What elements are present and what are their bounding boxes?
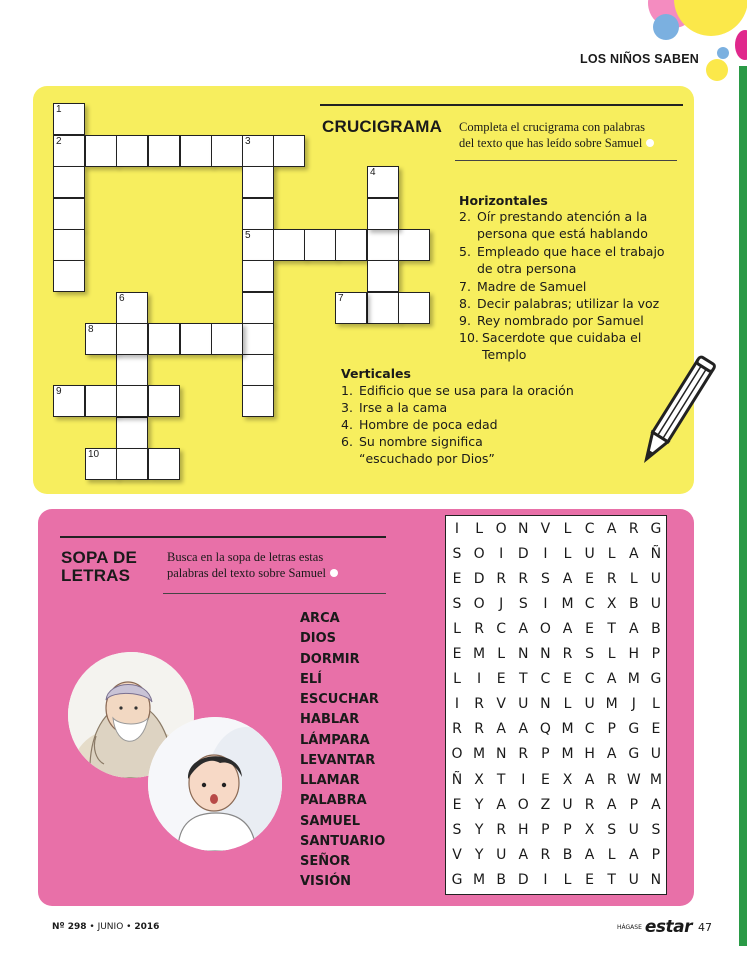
grid-letter[interactable]: M	[561, 746, 574, 763]
grid-letter[interactable]: S	[540, 571, 550, 588]
grid-letter[interactable]: U	[650, 571, 662, 588]
grid-letter[interactable]: V	[540, 521, 551, 537]
grid-letter[interactable]: B	[496, 871, 506, 888]
crossword-cell[interactable]	[116, 135, 148, 167]
grid-letter[interactable]: C	[540, 671, 551, 688]
clue-number: 8	[88, 324, 94, 335]
clue-horizontal: 7. Madre de Samuel	[459, 279, 587, 294]
wordsearch-grid	[445, 515, 667, 895]
grid-letter[interactable]: C	[496, 621, 507, 638]
grid-letter[interactable]: O	[495, 521, 507, 537]
grid-letter[interactable]: M	[473, 646, 486, 663]
clue-number: 1	[56, 104, 62, 115]
grid-letter[interactable]: R	[518, 746, 529, 763]
grid-letter[interactable]: N	[495, 746, 507, 763]
grid-letter[interactable]: J	[499, 596, 504, 613]
grid-letter[interactable]: A	[584, 846, 595, 863]
crossword-instructions: Completa el crucigrama con palabras del texto que has leído sobre Samuel	[459, 119, 679, 151]
crossword-intro-rule	[455, 160, 677, 161]
grid-letter[interactable]: U	[628, 821, 639, 838]
wordsearch-instructions: Busca en la sopa de letras estas palabras del texto sobre Samuel	[167, 549, 387, 581]
crossword-cell[interactable]	[304, 229, 336, 261]
word-list-item: HABLAR	[300, 712, 360, 727]
grid-letter[interactable]: Z	[540, 796, 551, 813]
decorative-dot-small-yellow	[706, 59, 728, 81]
samuel-illustration	[148, 717, 282, 851]
crossword-cell[interactable]	[53, 166, 85, 198]
crossword-cell[interactable]	[367, 292, 399, 324]
grid-letter[interactable]: M	[627, 671, 640, 688]
grid-letter[interactable]: S	[585, 646, 595, 663]
clue-horizontal: 2. Oír prestando atención a la persona que está hablando	[459, 209, 648, 241]
crossword-cell[interactable]	[85, 323, 117, 355]
page-edge-stripe	[739, 66, 747, 946]
grid-letter[interactable]: C	[584, 671, 595, 688]
clue-horizontal: 9. Rey nombrado por Samuel	[459, 313, 644, 328]
crossword-cell[interactable]	[367, 260, 399, 292]
word-list-item: LLAMAR	[300, 773, 360, 788]
grid-letter[interactable]: R	[606, 571, 617, 588]
grid-letter[interactable]: X	[584, 821, 595, 838]
grid-letter[interactable]: I	[543, 871, 548, 888]
grid-letter[interactable]: M	[605, 696, 618, 713]
grid-letter[interactable]: U	[496, 846, 507, 863]
grid-letter[interactable]: N	[518, 521, 529, 537]
clue-horizontal: 10. Sacerdote que cuidaba el Templo	[459, 330, 642, 362]
word-list-item: ARCA	[300, 611, 340, 626]
grid-letter[interactable]: T	[519, 671, 528, 688]
grid-letter[interactable]: L	[563, 696, 572, 713]
grid-letter[interactable]: L	[563, 521, 572, 537]
crossword-cell[interactable]	[85, 135, 117, 167]
crossword-cell[interactable]	[242, 166, 274, 198]
crossword-cell[interactable]	[273, 135, 305, 167]
grid-letter[interactable]: U	[650, 746, 662, 763]
grid-letter[interactable]: S	[452, 546, 462, 563]
grid-letter[interactable]: S	[452, 596, 462, 613]
crossword-cell[interactable]	[53, 198, 85, 230]
crossword-cell[interactable]	[148, 323, 180, 355]
decorative-dot-magenta	[735, 30, 747, 60]
clue-number: 2	[56, 136, 62, 147]
grid-letter[interactable]: N	[650, 871, 662, 888]
grid-letter[interactable]: X	[606, 596, 617, 613]
crossword-cell[interactable]	[242, 198, 274, 230]
crossword-cell[interactable]	[148, 135, 180, 167]
grid-letter[interactable]: L	[607, 646, 616, 663]
grid-letter[interactable]: L	[629, 571, 638, 588]
grid-letter[interactable]: R	[452, 721, 462, 738]
grid-letter[interactable]: Y	[474, 846, 484, 863]
grid-letter[interactable]: R	[474, 721, 484, 738]
pencil-icon	[628, 354, 720, 476]
grid-letter[interactable]: B	[651, 621, 661, 638]
grid-letter[interactable]: E	[563, 671, 572, 688]
clue-number: 3	[245, 136, 251, 147]
horizontales-heading: Horizontales	[459, 193, 548, 208]
grid-letter[interactable]: N	[540, 646, 551, 663]
decorative-dot-yellow	[674, 0, 747, 36]
grid-letter[interactable]: I	[499, 546, 504, 563]
grid-letter[interactable]: R	[474, 696, 484, 713]
grid-letter[interactable]: C	[584, 521, 595, 537]
grid-letter[interactable]: N	[518, 646, 529, 663]
grid-letter[interactable]: L	[453, 621, 461, 638]
grid-letter[interactable]: G	[628, 746, 640, 763]
grid-letter[interactable]: P	[541, 821, 550, 838]
grid-letter[interactable]: A	[496, 721, 506, 738]
crossword-cell[interactable]	[148, 385, 180, 417]
grid-letter[interactable]: E	[452, 571, 462, 588]
word-list-item: ELÍ	[300, 672, 323, 687]
grid-letter[interactable]: D	[517, 546, 529, 563]
crossword-cell[interactable]	[116, 385, 148, 417]
grid-letter[interactable]: M	[649, 771, 662, 788]
grid-letter[interactable]: E	[585, 571, 595, 588]
decorative-dot-blue	[653, 14, 679, 40]
grid-letter[interactable]: O	[517, 796, 529, 813]
grid-letter[interactable]: H	[584, 746, 595, 763]
grid-letter[interactable]: E	[651, 721, 661, 738]
grid-letter[interactable]: I	[477, 671, 482, 688]
grid-letter[interactable]: P	[541, 746, 550, 763]
grid-letter[interactable]: U	[650, 596, 662, 613]
crossword-cell[interactable]	[367, 198, 399, 230]
grid-letter[interactable]: I	[454, 521, 460, 537]
grid-letter[interactable]: L	[651, 696, 660, 713]
grid-letter[interactable]: E	[452, 646, 462, 663]
grid-letter[interactable]: A	[651, 796, 661, 813]
grid-letter[interactable]: R	[496, 821, 507, 838]
grid-letter[interactable]: B	[628, 596, 639, 613]
grid-letter[interactable]: L	[563, 871, 572, 888]
grid-letter[interactable]: A	[496, 796, 506, 813]
grid-letter[interactable]: S	[518, 596, 528, 613]
grid-letter[interactable]: E	[585, 621, 595, 638]
grid-letter[interactable]: S	[452, 821, 462, 838]
crossword-cell[interactable]	[242, 229, 274, 261]
grid-letter[interactable]: U	[584, 696, 595, 713]
crossword-cell[interactable]	[242, 323, 274, 355]
grid-letter[interactable]: M	[561, 721, 574, 738]
grid-letter[interactable]: E	[585, 871, 595, 888]
word-list-item: SEÑOR	[300, 854, 351, 869]
grid-letter[interactable]: L	[563, 546, 572, 563]
clue-number: 5	[245, 230, 251, 241]
grid-letter[interactable]: C	[584, 721, 595, 738]
clue-number: 4	[370, 167, 376, 178]
grid-letter[interactable]: E	[540, 771, 550, 788]
grid-letter[interactable]: A	[629, 621, 639, 638]
grid-letter[interactable]: R	[606, 771, 617, 788]
wordsearch-title-rule	[60, 536, 386, 538]
grid-letter[interactable]: S	[607, 821, 617, 838]
grid-letter[interactable]: D	[517, 871, 529, 888]
clue-vertical: 6. Su nombre significa “escuchado por Dios”	[341, 434, 495, 466]
clue-horizontal: 5. Empleado que hace el trabajo de otra persona	[459, 244, 665, 276]
wordsearch-title: SOPA DE LETRAS	[61, 548, 138, 585]
grid-letter[interactable]: A	[606, 521, 617, 537]
word-list-item: SAMUEL	[300, 814, 361, 829]
grid-letter[interactable]: U	[628, 871, 639, 888]
grid-letter[interactable]: A	[606, 746, 617, 763]
grid-letter[interactable]: P	[563, 821, 572, 838]
grid-letter[interactable]: C	[584, 596, 595, 613]
clue-vertical: 4. Hombre de poca edad	[341, 417, 498, 432]
grid-letter[interactable]: O	[473, 596, 485, 613]
crossword-title-rule	[320, 104, 683, 106]
crossword-cell[interactable]	[398, 292, 430, 324]
grid-letter[interactable]: U	[518, 696, 529, 713]
grid-letter[interactable]: E	[496, 671, 506, 688]
grid-letter[interactable]: X	[562, 771, 573, 788]
grid-letter[interactable]: I	[521, 771, 526, 788]
crossword-cell[interactable]	[242, 292, 274, 324]
grid-letter[interactable]: T	[607, 871, 616, 888]
grid-letter[interactable]: U	[562, 796, 573, 813]
grid-letter[interactable]: G	[451, 871, 463, 888]
crossword-cell[interactable]	[273, 229, 305, 261]
grid-letter[interactable]: U	[584, 546, 595, 563]
grid-letter[interactable]: A	[518, 721, 529, 738]
grid-letter[interactable]: A	[629, 546, 639, 563]
clue-number: 7	[338, 293, 344, 304]
issue-info: Nº 298 • JUNIO • 2016	[52, 922, 160, 932]
grid-letter[interactable]: A	[606, 796, 617, 813]
crossword-cell[interactable]	[242, 385, 274, 417]
grid-letter[interactable]: T	[496, 771, 506, 788]
grid-letter[interactable]: O	[539, 621, 551, 638]
grid-letter[interactable]: I	[454, 696, 460, 713]
crossword-cell[interactable]	[242, 260, 274, 292]
word-list-item: LÁMPARA	[300, 733, 370, 748]
grid-letter[interactable]: M	[473, 871, 486, 888]
crossword-cell[interactable]	[116, 354, 148, 386]
grid-letter[interactable]: H	[628, 646, 640, 663]
grid-letter[interactable]: B	[562, 846, 573, 863]
grid-letter[interactable]: R	[628, 521, 639, 537]
crossword-cell[interactable]	[242, 354, 274, 386]
grid-letter[interactable]: I	[543, 596, 548, 613]
crossword-cell[interactable]	[116, 448, 148, 480]
grid-letter[interactable]: E	[452, 796, 462, 813]
grid-letter[interactable]: Y	[474, 821, 484, 838]
grid-letter[interactable]: O	[451, 746, 463, 763]
grid-letter[interactable]: A	[518, 846, 529, 863]
crossword-cell[interactable]	[53, 103, 85, 135]
grid-letter[interactable]: J	[631, 696, 636, 713]
crossword-cell[interactable]	[53, 385, 85, 417]
crossword-cell[interactable]	[116, 292, 148, 324]
word-list-item: SANTUARIO	[300, 834, 386, 849]
clue-horizontal: 8. Decir palabras; utilizar la voz	[459, 296, 660, 311]
crossword-cell[interactable]	[53, 229, 85, 261]
section-label: LOS NIÑOS SABEN	[580, 52, 699, 66]
grid-letter[interactable]: A	[584, 771, 595, 788]
grid-letter[interactable]: L	[607, 846, 616, 863]
grid-letter[interactable]: P	[607, 721, 616, 738]
clue-vertical: 1. Edificio que se usa para la oración	[341, 383, 574, 398]
grid-letter[interactable]: R	[474, 621, 484, 638]
crossword-cell[interactable]	[335, 229, 367, 261]
grid-letter[interactable]: R	[518, 571, 529, 588]
clue-number: 6	[119, 293, 125, 304]
crossword-cell[interactable]	[85, 448, 117, 480]
crossword-cell[interactable]	[180, 135, 212, 167]
crossword-cell[interactable]	[148, 448, 180, 480]
grid-letter[interactable]: G	[628, 721, 640, 738]
word-list-item: LEVANTAR	[300, 753, 376, 768]
verticales-heading: Verticales	[341, 366, 411, 381]
grid-letter[interactable]: I	[543, 546, 548, 563]
clue-number: 10	[88, 449, 100, 460]
grid-letter[interactable]: S	[651, 821, 661, 838]
grid-letter[interactable]: M	[473, 746, 486, 763]
crossword-title: CRUCIGRAMA	[322, 117, 443, 136]
page-number: 47	[698, 921, 713, 934]
crossword-cell[interactable]	[53, 135, 85, 167]
grid-letter[interactable]: L	[475, 521, 483, 537]
word-list-item: DORMIR	[300, 652, 360, 667]
word-list-item: ESCUCHAR	[300, 692, 379, 707]
decorative-dot-small-blue	[717, 47, 729, 59]
crossword-cell[interactable]	[53, 260, 85, 292]
grid-letter[interactable]: L	[497, 646, 506, 663]
grid-letter[interactable]: Y	[474, 796, 484, 813]
crossword-cell[interactable]	[85, 385, 117, 417]
grid-letter[interactable]: A	[606, 671, 617, 688]
crossword-cell[interactable]	[180, 323, 212, 355]
grid-letter[interactable]: D	[473, 571, 485, 588]
grid-letter[interactable]: L	[453, 671, 461, 688]
grid-letter[interactable]: P	[651, 846, 661, 863]
crossword-cell[interactable]	[211, 323, 243, 355]
crossword-cell[interactable]	[211, 135, 243, 167]
crossword-cell[interactable]	[398, 229, 430, 261]
grid-letter[interactable]: V	[452, 846, 462, 863]
grid-letter[interactable]: R	[562, 646, 573, 663]
wordsearch-intro-rule	[163, 593, 386, 594]
crossword-cell[interactable]	[367, 166, 399, 198]
grid-letter[interactable]: T	[607, 621, 616, 638]
grid-letter[interactable]: W	[626, 771, 641, 788]
child-icon	[148, 717, 282, 851]
grid-letter[interactable]: P	[651, 646, 661, 663]
grid-letter[interactable]: R	[540, 846, 551, 863]
crossword-cell[interactable]	[116, 323, 148, 355]
grid-letter[interactable]: A	[629, 846, 639, 863]
magazine-brand: HÁGASE estar 47	[617, 917, 713, 937]
grid-letter[interactable]: G	[650, 521, 662, 537]
grid-letter[interactable]: A	[562, 571, 573, 588]
clue-vertical: 3. Irse a la cama	[341, 400, 448, 415]
crossword-cell[interactable]	[242, 135, 274, 167]
word-list-item: VISIÓN	[300, 874, 352, 889]
clue-number: 9	[56, 386, 62, 397]
grid-letter[interactable]: A	[518, 621, 529, 638]
grid-letter[interactable]: A	[562, 621, 573, 638]
grid-letter[interactable]: X	[474, 771, 484, 788]
crossword-cell[interactable]	[116, 417, 148, 449]
grid-letter[interactable]: Q	[539, 721, 551, 738]
grid-letter[interactable]: M	[561, 596, 574, 613]
crossword-cell[interactable]	[335, 292, 367, 324]
word-list-item: DIOS	[300, 631, 337, 646]
word-list-item: PALABRA	[300, 793, 367, 808]
grid-letter[interactable]: H	[518, 821, 529, 838]
grid-letter[interactable]: N	[540, 696, 551, 713]
grid-letter[interactable]: V	[496, 696, 506, 713]
grid-letter[interactable]: R	[496, 571, 507, 588]
grid-letter[interactable]: R	[584, 796, 595, 813]
grid-letter[interactable]: O	[473, 546, 485, 563]
grid-letter[interactable]: P	[629, 796, 639, 813]
grid-letter[interactable]: G	[650, 671, 662, 688]
grid-letter[interactable]: Ñ	[451, 771, 463, 788]
grid-letter[interactable]: L	[607, 546, 616, 563]
crossword-cell[interactable]	[367, 229, 399, 261]
grid-letter[interactable]: Ñ	[650, 546, 662, 563]
